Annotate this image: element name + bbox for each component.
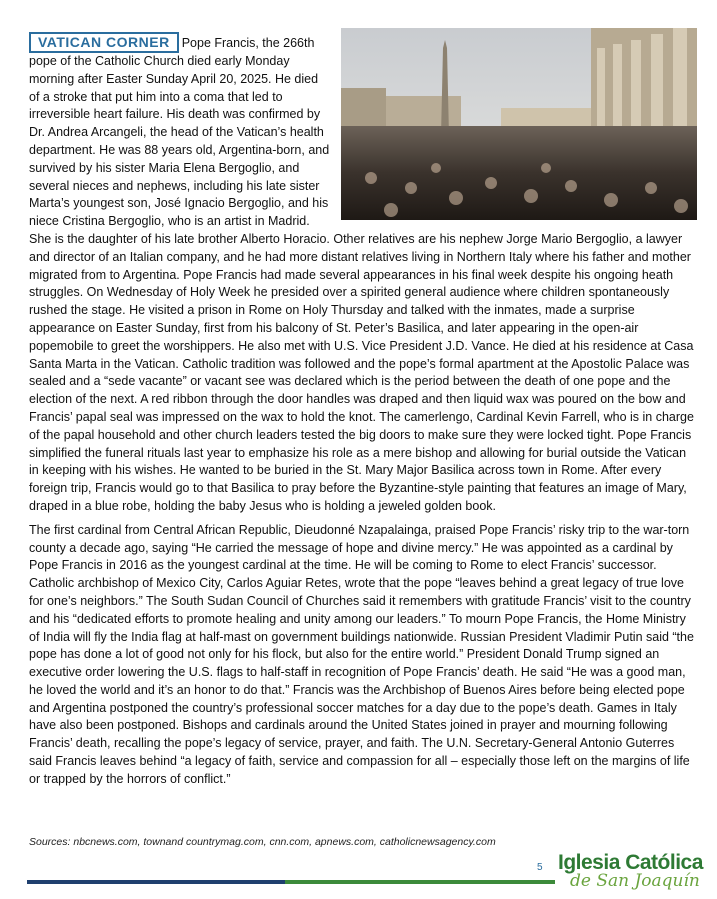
page-number: 5 [537,862,543,873]
brand-main-text: Iglesia Católica [558,851,703,874]
article [29,32,697,795]
st-peters-square-crowd-photo [341,28,697,220]
footer-rule-green [285,880,555,884]
paragraph-2: The first cardinal from Central African Republic, Dieudonné Nzapalainga, praised Pope Francis’ risky trip to the war-torn county a decade ago, saying “He carried the message of hope and divine mercy.” He was appointed as a cardinal by Pope Francis in 2016 as the youngest cardinal at the time. He will be coming to Rome to elect Francis’ successor. Catholic archbishop of Mexico City, Carlos Aguiar Retes, wrote that the pope “leaves behind a great legacy of true love for one’s neighbors.” The South Sudan Council of Churches said it remembers with gratitude Francis’ visit to the country and his “dedicated efforts to promote healing and unity among our leaders.” To mourn Pope Francis, the Home Ministry of India will fly the India flag at half-mast on government buildings nationwide. Russian President Vladimir Putin said “the pope has done a lot of good not only for his flock, but also for the entire world.” President Donald Trump signed an executive order lowering the U.S. flags to half-staff in recognition of Pope Francis’ death. He said “He was a good man, he loved the world and it’s an honor to do that.” Francis was the Archbishop of Buenos Aires before being elected pope and Argentina postponed the country’s professional soccer matches for a day due to the pope’s death. Games in Italy have also been postponed. Bishops and cardinals around the United States joined in prayer and mourning following Francis’ death, recalling the pope’s legacy of service, prayer, and faith. The U.N. Secretary-General Antonio Guterres said Francis leaves behind “a legacy of faith, service and compassion for all – especially those left on the margins of life or trapped by the horrors of conflict.” [29,522,694,786]
paragraph-1-text: Pope Francis, the 266th pope of the Catholic Church died early Monday morning after Easter Sunday April 20, 2025. He died of a stroke that put him into a coma that led to irreversible heart failure. His death was confirmed by Dr. Andrea Arcangeli, the head of the Vatican’s health department. He was 88 years old, Argentina-born, and survived by his sister Maria Elena Bergoglio, and several nieces and nephews, including his late sister Marta’s youngest son, José Ignacio Bergoglio, and his niece Cristina Bergoglio, who is an artist in Madrid. She is the daughter of his late brother Alberto Horacio. Other relatives are his nephew Jorge Mario Bergoglio, a lawyer and director of an Italian company, and he had more distant relatives living in Northern Italy where his father and mother migrated from to Argentina. Pope Francis had made several appearances in his final week despite his ongoing heath struggles. On Wednesday of Holy Week he presided over a spirited general audience where children spontaneously rushed the stage. He visited a prison in Rome on Holy Thursday and talked with the inmates, made a surprise appearance on Easter Sunday, first from his balcony of St. Peter’s Basilica, and later appearing in the open-air popemobile to greet the worshippers. He also met with U.S. Vice President J.D. Vance. He died at his residence at Casa Santa Marta in the Vatican. Catholic tradition was followed and the pope’s formal apartment at the Apostolic Palace was sealed and a “sede vacante” or vacant see was declared which is the period between the death of one pope and the election of the next. A red ribbon through the door handles was draped and then liquid wax was poured on the bow and Francis’ papal seal was impressed on the wax to hold the knot. The camerlengo, Cardinal Kevin Farrell, who is in charge of the papal household and other church leaders tested the big doors to make sure they were locked tight. Pope Francis simplified the funeral rituals last year to emphasize his role as a mere bishop and allowing for burial outside the Vatican in keeping with his wishes. He wanted to be buried in the St. Mary Major Basilica across town in Rome. After every foreign trip, Francis would go to that Basilica to pray before the Byzantine-style painting that features an image of Mary, draped in a blue robe, holding the baby Jesus who is holding a jeweled golden book. [29,36,694,513]
church-logo [552,851,702,893]
brand-sub-text: de San Joaquín [570,871,700,891]
sources-line: Sources: nbcnews.com, townand countrymag.com, cnn.com, apnews.com, catholicnewsagency.com [29,836,496,848]
footer-rule-blue [27,880,285,884]
section-badge: VATICAN CORNER [29,32,179,53]
